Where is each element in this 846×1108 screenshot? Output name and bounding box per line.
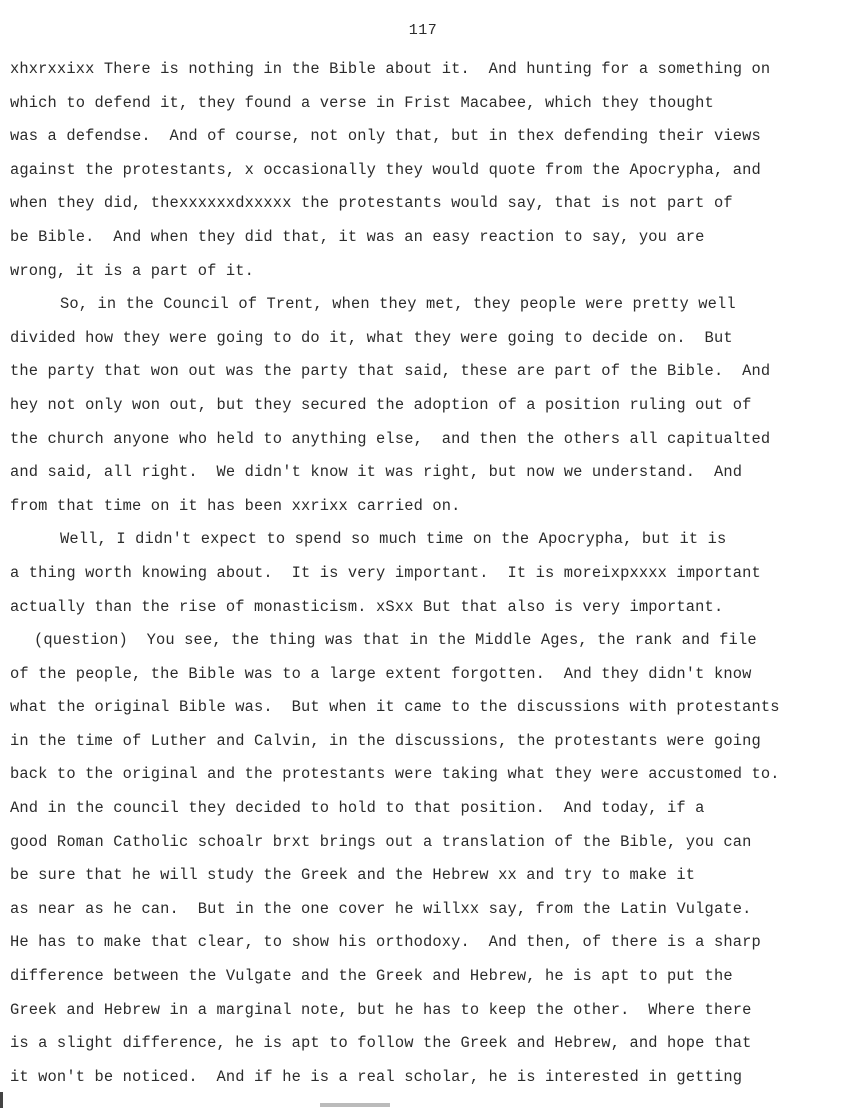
text-line: which to defend it, they found a verse in Frist Macabee, which they thought bbox=[10, 93, 714, 112]
text-line: was a defendse. And of course, not only that, but in thex defending their views bbox=[10, 127, 761, 146]
text-line: He has to make that clear, to show his orthodoxy. And then, of there is a sharp bbox=[10, 933, 761, 952]
text-line: difference between the Vulgate and the Greek and Hebrew, he is apt to put the bbox=[10, 967, 733, 986]
page-number: 117 bbox=[408, 22, 438, 39]
text-line: Well, I didn't expect to spend so much time on the Apocrypha, but it is bbox=[60, 530, 727, 549]
text-line: hey not only won out, but they secured the adoption of a position ruling out of bbox=[10, 395, 752, 414]
text-line: back to the original and the protestants were taking what they were accustomed to. bbox=[10, 765, 780, 784]
text-line: in the time of Luther and Calvin, in the discussions, the protestants were going bbox=[10, 731, 761, 750]
scan-smudge bbox=[320, 1103, 390, 1107]
text-line: of the people, the Bible was to a large extent forgotten. And they didn't know bbox=[10, 664, 752, 683]
page-body bbox=[0, 57, 846, 1098]
text-line: (question) You see, the thing was that in the Middle Ages, the rank and file bbox=[34, 631, 757, 650]
text-line: it won't be noticed. And if he is a real scholar, he is interested in getting bbox=[10, 1067, 743, 1086]
text-line: when they did, thexxxxxxdxxxxx the protestants would say, that is not part of bbox=[10, 194, 733, 213]
text-line: from that time on it has been xxrixx carried on. bbox=[10, 496, 461, 515]
text-line: wrong, it is a part of it. bbox=[10, 261, 255, 280]
text-line: xhxrxxixx There is nothing in the Bible about it. And hunting for a something on bbox=[10, 60, 771, 78]
text-line: And in the council they decided to hold to that position. And today, if a bbox=[10, 799, 705, 818]
text-line: the party that won out was the party that said, these are part of the Bible. And bbox=[10, 362, 771, 381]
text-line: actually than the rise of monasticism. xSxx But that also is very important. bbox=[10, 597, 724, 616]
text-line: as near as he can. But in the one cover he willxx say, from the Latin Vulgate. bbox=[10, 899, 752, 918]
text-line: Greek and Hebrew in a marginal note, but he has to keep the other. Where there bbox=[10, 1000, 752, 1019]
text-line: be sure that he will study the Greek and the Hebrew xx and try to make it bbox=[10, 866, 696, 885]
text-line: So, in the Council of Trent, when they met, they people were pretty well bbox=[60, 295, 736, 314]
text-line: a thing worth knowing about. It is very important. It is moreixpxxxx important bbox=[10, 563, 761, 582]
text-line: what the original Bible was. But when it came to the discussions with protestants bbox=[10, 698, 780, 717]
text-line: be Bible. And when they did that, it was an easy reaction to say, you are bbox=[10, 227, 705, 246]
scan-edge-mark bbox=[0, 1092, 3, 1108]
text-line: against the protestants, x occasionally they would quote from the Apocrypha, and bbox=[10, 160, 761, 179]
text-line: the church anyone who held to anything else, and then the others all capitualted bbox=[10, 429, 771, 448]
text-line: good Roman Catholic schoalr brxt brings out a translation of the Bible, you can bbox=[10, 832, 752, 851]
text-line: divided how they were going to do it, what they were going to decide on. But bbox=[10, 328, 733, 347]
text-line: and said, all right. We didn't know it was right, but now we understand. And bbox=[10, 463, 743, 482]
text-line: is a slight difference, he is apt to follow the Greek and Hebrew, and hope that bbox=[10, 1034, 752, 1053]
